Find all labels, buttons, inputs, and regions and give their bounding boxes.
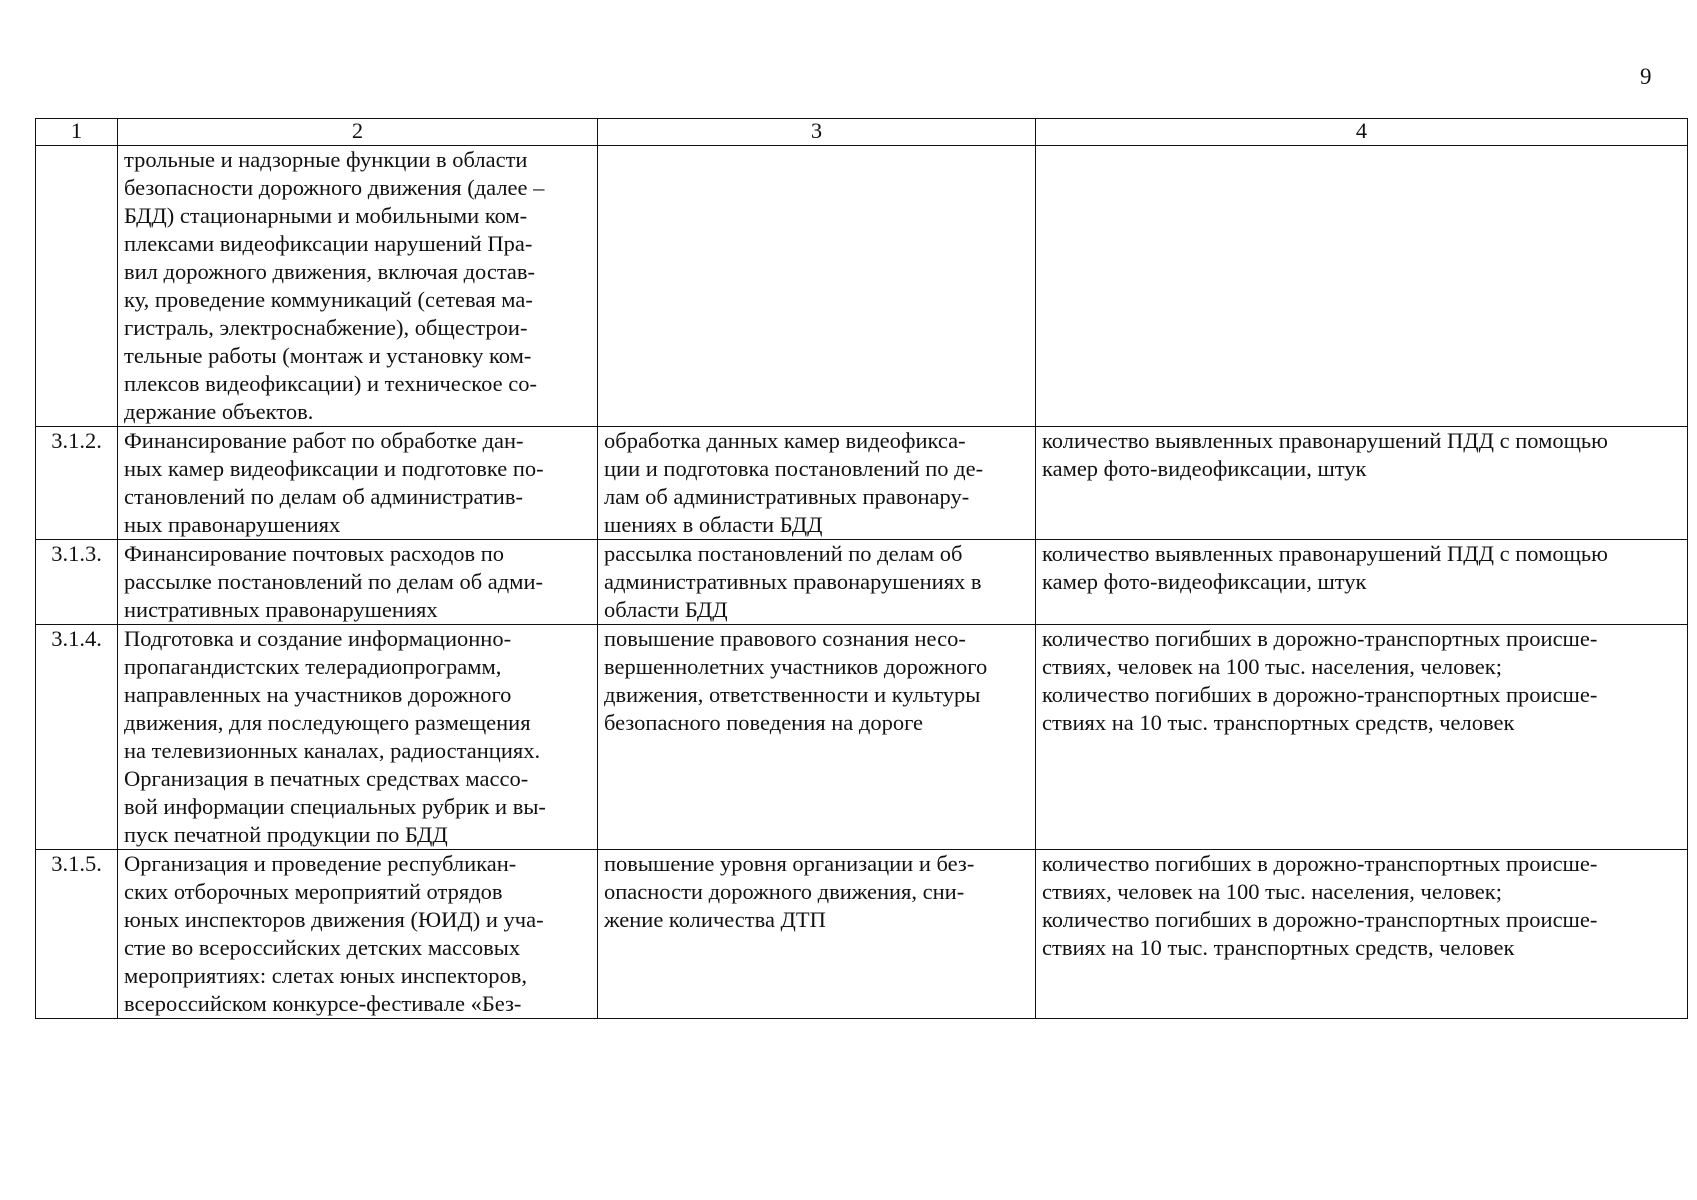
measure-cell: Подготовка и создание информационно- пропагандистских телерадиопрограмм, направленных на участников дорожного движения, для последующего размещения на телевизионных каналах, радиостанциях. Организация в печатных средствах массо- вой информации специальных рубрик и вы- пуск печатной продукции по БДД	[118, 625, 598, 850]
measure-cell: Организация и проведение республикан- ских отборочных мероприятий отрядов юных инспекторов движения (ЮИД) и уча- стие во всероссийских детских массовых мероприятиях: слетах юных инспекторов, всероссийском конкурсе-фестивале «Без-	[118, 850, 598, 1019]
row-number: 3.1.5.	[36, 850, 118, 1019]
table-row	[36, 850, 1688, 1019]
measures-table	[35, 118, 1688, 1019]
row-number	[36, 146, 118, 427]
result-cell: обработка данных камер видеофикса- ции и подготовка постановлений по де- лам об административных правонару- шениях в области БДД	[598, 427, 1036, 540]
measure-cell: трольные и надзорные функции в области безопасности дорожного движения (далее – БДД) стационарными и мобильными ком- плексами видеофиксации нарушений Пра- вил дорожного движения, включая достав- ку, проведение коммуникаций (сетевая ма- гистраль, электроснабжение), общестрои- тельные работы (монтаж и установку ком- плексов видеофиксации) и техническое со- держание объектов.	[118, 146, 598, 427]
indicator-cell	[1036, 146, 1688, 427]
table-row	[36, 146, 1688, 427]
indicator-cell: количество погибших в дорожно-транспортных происше- ствиях, человек на 100 тыс. населения, человек; количество погибших в дорожно-транспортных происше- ствиях на 10 тыс. транспортных средств, человек	[1036, 625, 1688, 850]
column-header-3: 3	[598, 119, 1036, 146]
table-row	[36, 625, 1688, 850]
page-number: 9	[1640, 64, 1652, 89]
row-number: 3.1.2.	[36, 427, 118, 540]
table-row	[36, 427, 1688, 540]
table-row	[36, 540, 1688, 625]
result-cell: повышение правового сознания несо- вершеннолетних участников дорожного движения, ответственности и культуры безопасного поведения на дороге	[598, 625, 1036, 850]
measure-cell: Финансирование работ по обработке дан- ных камер видеофиксации и подготовке по- становлений по делам об административ- ных правонарушениях	[118, 427, 598, 540]
column-header-2: 2	[118, 119, 598, 146]
result-cell	[598, 146, 1036, 427]
result-cell: повышение уровня организации и без- опасности дорожного движения, сни- жение количества ДТП	[598, 850, 1036, 1019]
indicator-cell: количество выявленных правонарушений ПДД с помощью камер фото-видеофиксации, штук	[1036, 540, 1688, 625]
row-number: 3.1.3.	[36, 540, 118, 625]
column-header-4: 4	[1036, 119, 1688, 146]
measure-cell: Финансирование почтовых расходов по рассылке постановлений по делам об адми- нистративных правонарушениях	[118, 540, 598, 625]
column-header-1: 1	[36, 119, 118, 146]
indicator-cell: количество выявленных правонарушений ПДД с помощью камер фото-видеофиксации, штук	[1036, 427, 1688, 540]
indicator-cell: количество погибших в дорожно-транспортных происше- ствиях, человек на 100 тыс. населения, человек; количество погибших в дорожно-транспортных происше- ствиях на 10 тыс. транспортных средств, человек	[1036, 850, 1688, 1019]
row-number: 3.1.4.	[36, 625, 118, 850]
table-header-row	[36, 119, 1688, 146]
result-cell: рассылка постановлений по делам об административных правонарушениях в области БДД	[598, 540, 1036, 625]
